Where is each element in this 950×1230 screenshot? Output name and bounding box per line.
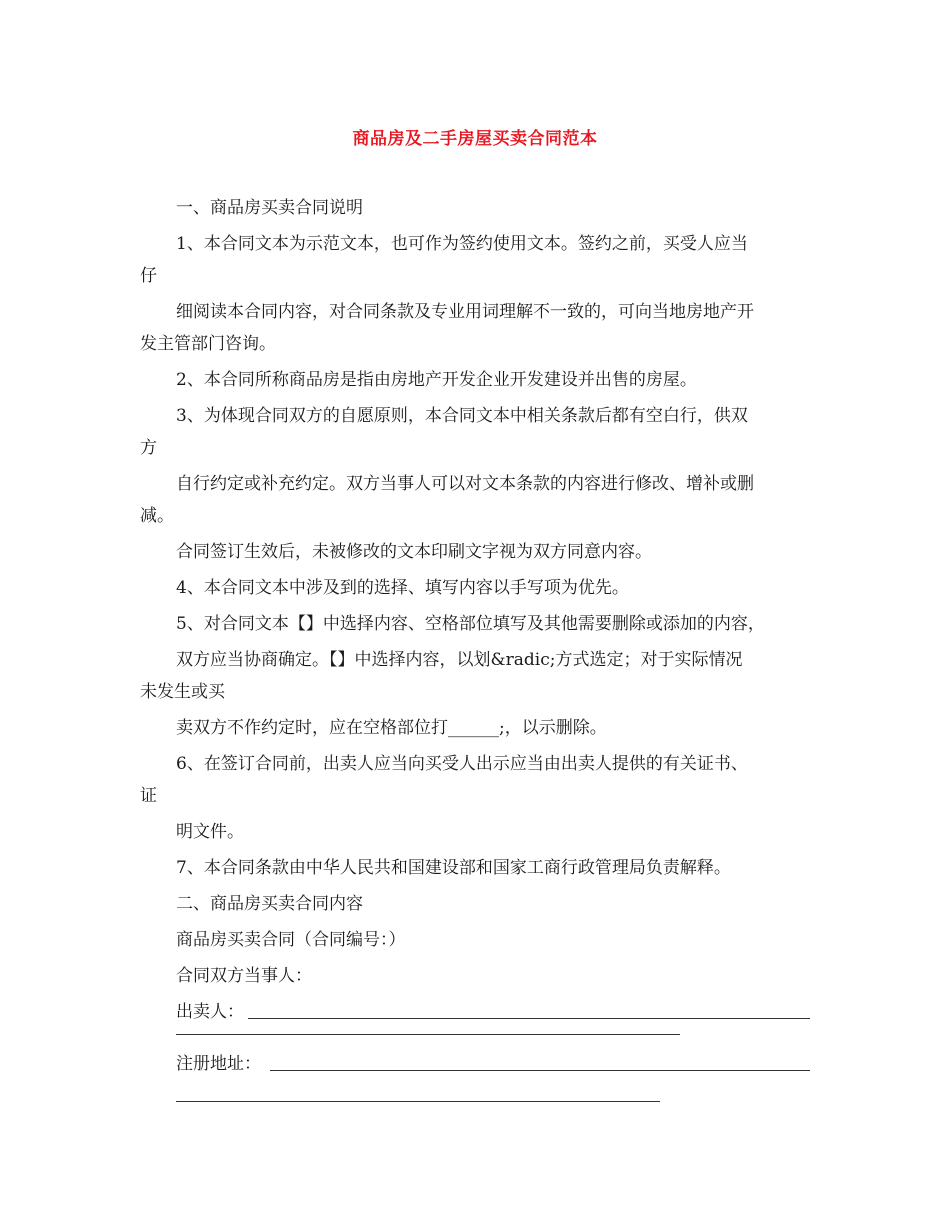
paragraph-line: 1、本合同文本为示范文本，也可作为签约使用文本。签约之前，买受人应当 [176,234,748,254]
paragraph-line: 4、本合同文本中涉及到的选择、填写内容以手写项为优先。 [176,578,629,598]
document-title: 商品房及二手房屋买卖合同范本 [352,129,598,149]
paragraph-line: 5、对合同文本【】中选择内容、空格部位填写及其他需要删除或添加的内容， [176,614,765,634]
address-blank-line[interactable] [270,1070,810,1071]
paragraph-line: 方 [140,438,157,458]
paragraph-line: 卖双方不作约定时，应在空格部位打______;，以示删除。 [176,718,607,738]
paragraph-line: 细阅读本合同内容，对合同条款及专业用词理解不一致的，可向当地房地产开 [176,302,754,322]
paragraph-line: 7、本合同条款由中华人民共和国建设部和国家工商行政管理局负责解释。 [176,858,731,878]
paragraph-line: 自行约定或补充约定。双方当事人可以对文本条款的内容进行修改、增补或删 [176,474,754,494]
section-heading-1: 一、商品房买卖合同说明 [176,198,363,218]
paragraph-line: 明文件。 [176,822,244,842]
paragraph-line: 6、在签订合同前，出卖人应当向买受人出示应当由出卖人提供的有关证书、 [176,754,748,774]
paragraph-line: 未发生或买 [140,682,225,702]
seller-label: 出卖人： [176,1002,244,1022]
seller-blank-line[interactable] [248,1018,810,1019]
section-heading-2: 二、商品房买卖合同内容 [176,894,363,914]
paragraph-line: 2、本合同所称商品房是指由房地产开发企业开发建设并出售的房屋。 [176,370,697,390]
address-blank-line-2[interactable] [176,1101,660,1102]
paragraph-line: 证 [140,786,157,806]
address-label: 注册地址： [176,1054,261,1074]
seller-blank-line-2[interactable] [176,1034,680,1035]
paragraph-line: 减。 [140,506,174,526]
paragraph-line: 合同签订生效后，未被修改的文本印刷文字视为双方同意内容。 [176,542,652,562]
paragraph-line: 双方应当协商确定。【】中选择内容，以划&radic;方式选定；对于实际情况 [176,650,743,670]
paragraph-line: 发主管部门咨询。 [140,334,276,354]
contract-title-line: 商品房买卖合同（合同编号：） [176,930,406,950]
paragraph-line: 仔 [140,266,157,286]
parties-line: 合同双方当事人： [176,966,312,986]
paragraph-line: 3、为体现合同双方的自愿原则，本合同文本中相关条款后都有空白行，供双 [176,406,748,426]
